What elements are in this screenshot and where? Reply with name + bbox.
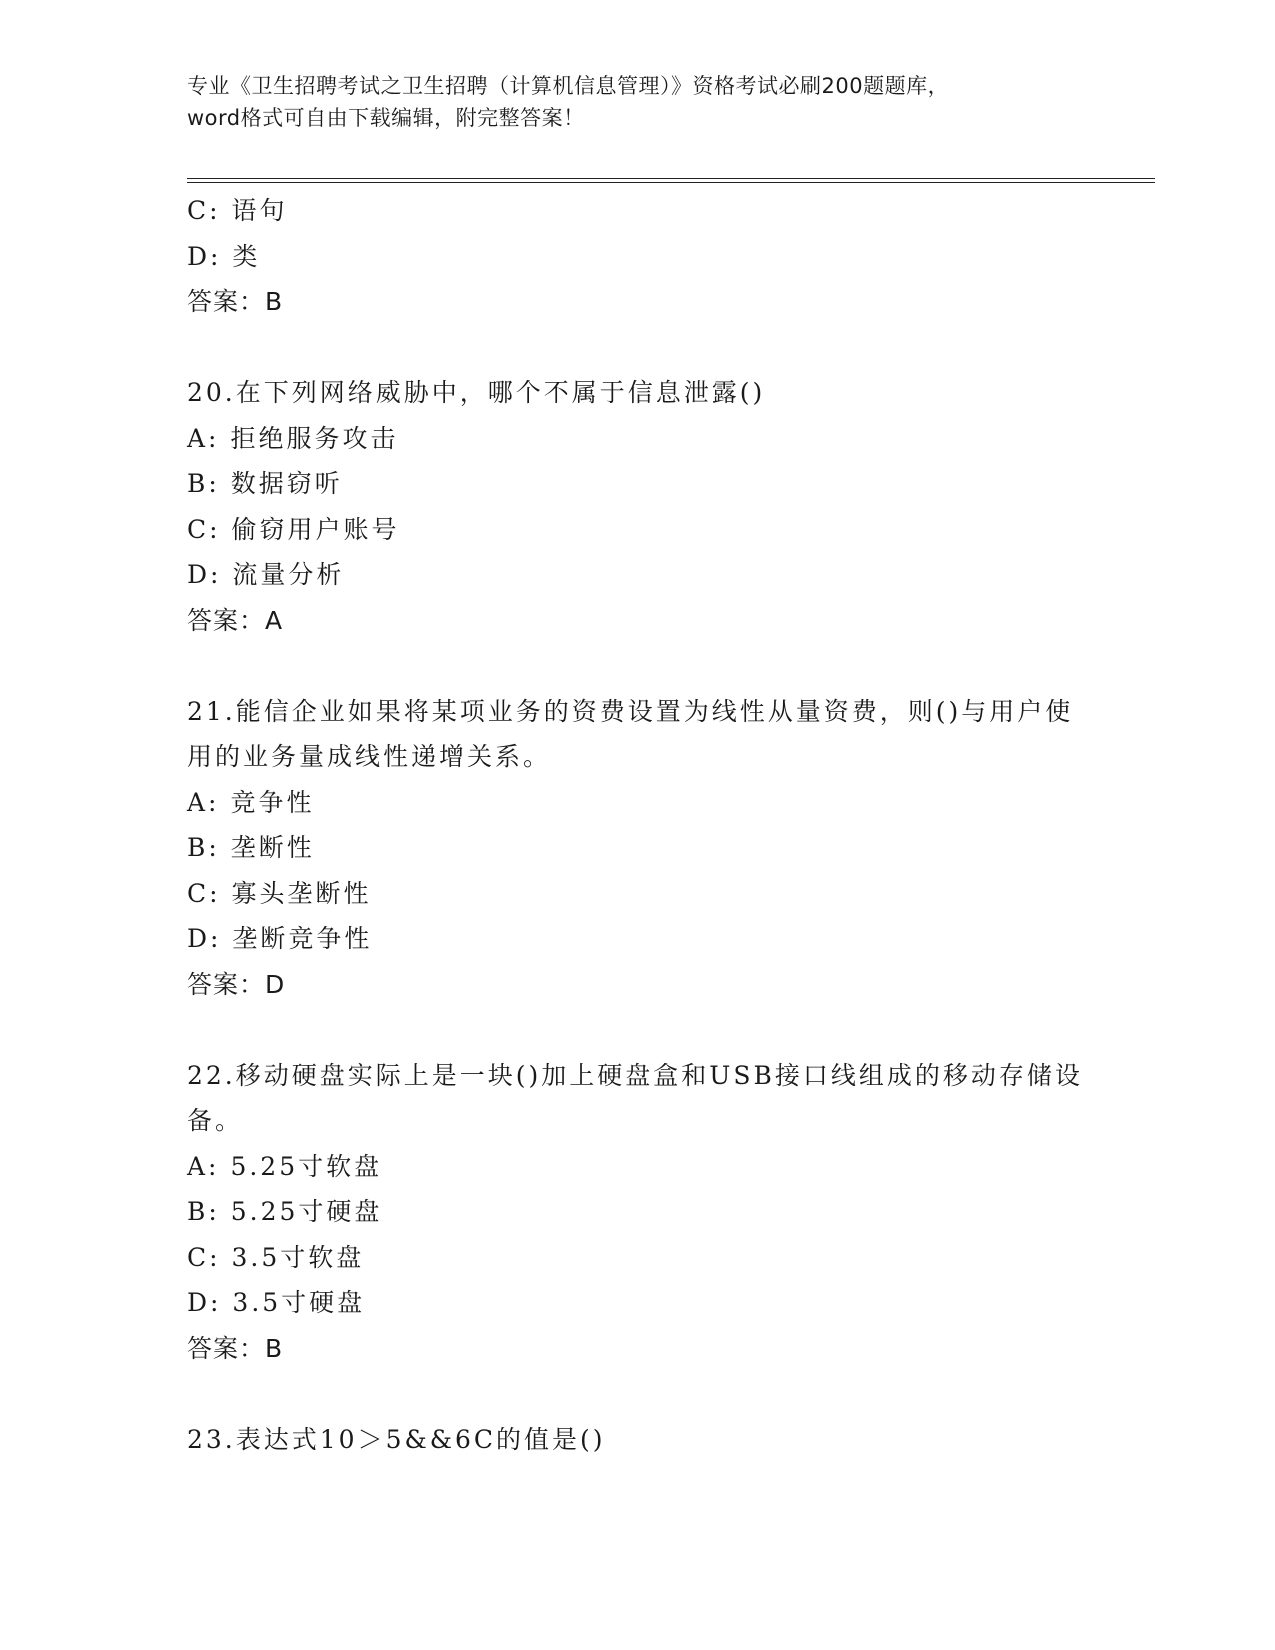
answer-label: 答案： (187, 969, 266, 999)
answer-line (187, 279, 1087, 325)
option-d (187, 552, 1087, 598)
answer-label: 答案： (187, 287, 266, 316)
question-stem: 21.能信企业如果将某项业务的资费设置为线性从量资费，则()与用户使用的业务量成线性递增关系。 (187, 696, 1074, 771)
option-label: D: (187, 560, 222, 589)
header-divider (187, 178, 1155, 183)
spacer (187, 325, 1087, 371)
option-label: C: (187, 1242, 221, 1272)
option-label: A: (187, 787, 220, 817)
option-label: A: (187, 1151, 220, 1181)
answer-line (187, 1326, 1087, 1372)
option-label: A: (187, 423, 220, 453)
option-a (187, 1144, 1087, 1190)
header-title-line-2: word格式可自由下载编辑，附完整答案！ (187, 106, 585, 130)
option-label: C: (187, 196, 221, 225)
spacer (187, 1007, 1087, 1053)
answer-value: B (265, 287, 284, 316)
option-text: 语句 (231, 196, 288, 225)
document-header (187, 70, 1107, 134)
answer-value: B (265, 1333, 284, 1363)
option-b (187, 825, 1087, 871)
answer-line (187, 962, 1087, 1008)
option-label: D: (187, 924, 222, 953)
option-text: 垄断性 (230, 833, 315, 862)
option-text: 拒绝服务攻击 (230, 423, 399, 453)
question-block-23 (187, 1417, 1087, 1463)
option-label: B: (187, 469, 220, 498)
option-d (187, 916, 1087, 962)
option-b (187, 1189, 1087, 1235)
question-block-22 (187, 1053, 1087, 1372)
option-text: 5.25寸硬盘 (230, 1197, 383, 1226)
option-a (187, 416, 1087, 462)
question-block-20 (187, 370, 1087, 643)
question-stem: 22.移动硬盘实际上是一块()加上硬盘盒和USB接口线组成的移动存储设备。 (187, 1060, 1083, 1135)
option-label: C: (187, 514, 221, 544)
answer-line (187, 598, 1087, 644)
question-block-continued (187, 188, 1087, 325)
option-text: 竞争性 (230, 787, 315, 817)
question-stem: 20.在下列网络威胁中，哪个不属于信息泄露() (187, 378, 766, 407)
answer-label: 答案： (187, 1333, 266, 1363)
question-stem: 23.表达式10＞5&&6C的值是() (187, 1424, 606, 1454)
option-text: 偷窃用户账号 (231, 514, 400, 544)
option-label: B: (187, 833, 220, 862)
option-label: D: (187, 1288, 222, 1317)
option-text: 5.25寸软盘 (230, 1151, 383, 1181)
option-b (187, 461, 1087, 507)
option-text: 寡头垄断性 (231, 878, 372, 908)
header-title-line-1: 专业《卫生招聘考试之卫生招聘（计算机信息管理）》资格考试必刷200题题库， (187, 74, 950, 98)
option-label: C: (187, 878, 221, 908)
option-d (187, 1280, 1087, 1326)
option-text: 垄断竞争性 (232, 924, 373, 953)
option-a (187, 780, 1087, 826)
answer-label: 答案： (187, 605, 266, 635)
spacer (187, 1371, 1087, 1417)
option-label: D: (187, 241, 222, 271)
option-d (187, 234, 1087, 280)
option-text: 3.5寸软盘 (231, 1242, 365, 1272)
option-text: 流量分析 (232, 560, 345, 589)
option-c (187, 871, 1087, 917)
answer-value: D (265, 969, 286, 999)
option-c (187, 507, 1087, 553)
option-c (187, 188, 1087, 234)
option-text: 数据窃听 (230, 469, 343, 498)
option-text: 3.5寸硬盘 (232, 1288, 366, 1317)
answer-value: A (265, 605, 284, 635)
option-text: 类 (232, 241, 261, 271)
question-block-21 (187, 689, 1087, 1008)
question-list (187, 188, 1087, 1462)
spacer (187, 643, 1087, 689)
option-label: B: (187, 1197, 220, 1226)
option-c (187, 1235, 1087, 1281)
